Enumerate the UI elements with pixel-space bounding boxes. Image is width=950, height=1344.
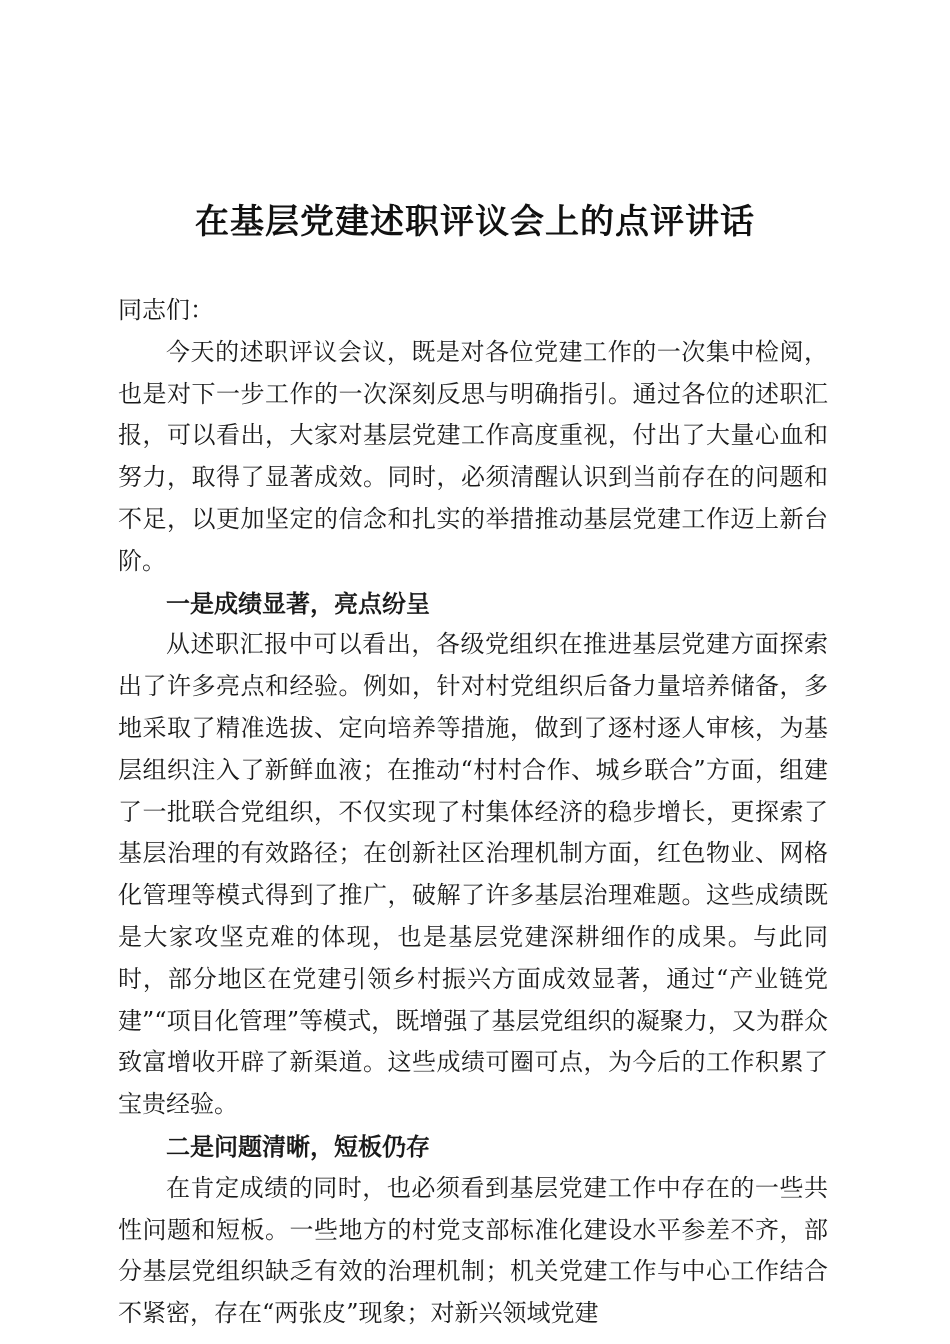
section-heading-problems: 二是问题清晰，短板仍存 [166, 1131, 430, 1161]
paragraph-problems: 在肯定成绩的同时，也必须看到基层党建工作中存在的一些共性问题和短板。一些地方的村党支部标准化建设水平参差不齐，部分基层党组织缺乏有效的治理机制；机关党建工作与中心工作结合不紧密，存在“两张皮”现象；对新兴领域党建 [118, 1173, 828, 1328]
salutation: 同志们： [118, 296, 214, 324]
paragraph-intro: 今天的述职评议会议，既是对各位党建工作的一次集中检阅，也是对下一步工作的一次深刻反思与明确指引。通过各位的述职汇报，可以看出，大家对基层党建工作高度重视，付出了大量心血和努力，取得了显著成效。同时，必须清醒认识到当前存在的问题和不足，以更加坚定的信念和扎实的举措推动基层党建工作迈上新台阶。 [118, 337, 828, 575]
document-body [118, 290, 828, 1335]
section-heading-achievements: 一是成绩显著，亮点纷呈 [166, 588, 430, 618]
document-title: 在基层党建述职评议会上的点评讲话 [195, 202, 755, 242]
paragraph-achievements: 从述职汇报中可以看出，各级党组织在推进基层党建方面探索出了许多亮点和经验。例如，针对村党组织后备力量培养储备，多地采取了精准选拔、定向培养等措施，做到了逐村逐人审核，为基层组织注入了新鲜血液；在推动“村村合作、城乡联合”方面，组建了一批联合党组织，不仅实现了村集体经济的稳步增长，更探索了基层治理的有效路径；在创新社区治理机制方面，红色物业、网格化管理等模式得到了推广，破解了许多基层治理难题。这些成绩既是大家攻坚克难的体现，也是基层党建深耕细作的成果。与此同时，部分地区在党建引领乡村振兴方面成效显著，通过“产业链党建”“项目化管理”等模式，既增强了基层党组织的凝聚力，又为群众致富增收开辟了新渠道。这些成绩可圈可点，为今后的工作积累了宝贵经验。 [118, 630, 828, 1119]
